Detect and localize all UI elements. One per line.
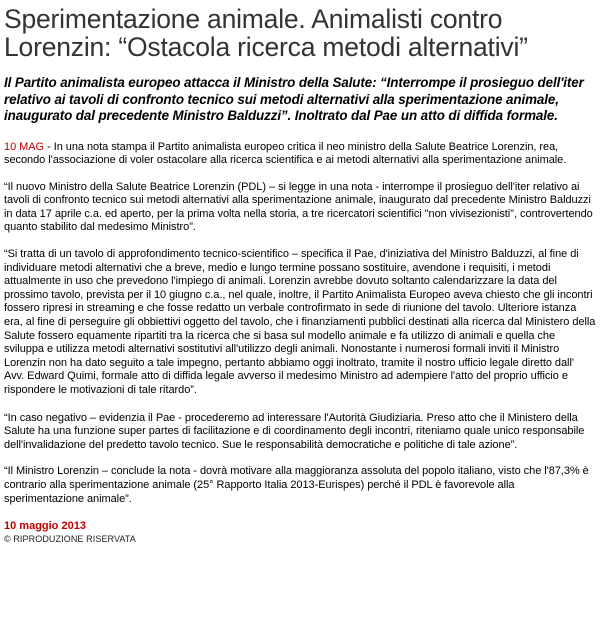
copyright-notice: © RIPRODUZIONE RISERVATA xyxy=(4,534,136,545)
dateline: 10 MAG xyxy=(4,140,45,153)
footer-date: 10 maggio 2013 xyxy=(4,520,86,533)
article-paragraph: “Si tratta di un tavolo di approfondimento tecnico-scientifico – specifica il Pae, d'iniziativa del Ministro Balduzzi, al fine di individuare metodi alternativi che a breve, medio e lungo termine possano sostituire, avendone i requisiti, i metodi attualmente in uso che prevedono l'impiego di animali. Lorenzin avrebbe dovuto soltanto calendarizzare la data del prossimo tavolo, prevista per il 10 giugno c.a., nel quale, inoltre, il Partito Animalista Europeo aveva chiesto che gli incontri fossero ripresi in streaming e che fosse redatto un verbale controfirmato in sede di riunione del tavolo. Ulteriore istanza era, al fine di perseguire gli obbiettivi oggetto del tavolo, che i finanziamenti pubblici destinati alla ricerca dal Ministero della Salute fossero equamente ripartiti tra la ricerca che si basa sul modello animale e fa utilizzo di animali e quella che sviluppa e utilizza metodi alternativi sostitutivi all'utilizzo degli animali. Nonostante i numerosi formali inviti il Ministro Lorenzin non ha dato seguito a tale impegno, pertanto abbiamo oggi inoltrato, tramite il nostro ufficio legale diretto dall' Avv. Edward Quimi, formale atto di diffida legale avverso il medesimo Ministro ad adempiere l'atto del proprio ufficio e rispondere le motivazioni di tale ritardo”. xyxy=(4,248,596,396)
article-headline: Sperimentazione animale. Animalisti contro Lorenzin: “Ostacola ricerca metodi alternativi” xyxy=(4,4,528,62)
article-paragraph xyxy=(4,141,596,168)
article-lead: Il Partito animalista europeo attacca il Ministro della Salute: “Interrompe il prosieguo dell'iter relativo ai tavoli di confronto tecnico sui metodi alternativi alla sperimentazione animale, inaugurato dal precedente Ministro Balduzzi”. Inoltrato dal Pae un atto di diffida formale. xyxy=(4,75,584,123)
article-paragraph: “In caso negativo – evidenzia il Pae - procederemo ad interessare l'Autorità Giudiziaria. Preso atto che il Ministero della Salute ha una funzione super partes di facilitazione e di coordinamento degli incontri, riteniamo quale unico responsabile dell'invalidazione del predetto tavolo tecnico. Sue le responsabilità democratiche e politiche di tale azione”. xyxy=(4,411,585,451)
article-paragraph: “Il Ministro Lorenzin – conclude la nota - dovrà motivare alla maggioranza assoluta del popolo italiano, visto che l'87,3% è contrario alla sperimentazione animale (25° Rapporto Italia 2013-Eurispes) perché il PDL è favorevole alla sperimentazione animale”. xyxy=(4,465,589,505)
article xyxy=(0,5,600,545)
article-paragraph: “Il nuovo Ministro della Salute Beatrice Lorenzin (PDL) – si legge in una nota - interrompe il prosieguo dell'iter relativo ai tavoli di confronto tecnico sui metodi alternativi alla sperimentazione animale, inaugurato dal precedente Ministro Balduzzi in data 17 aprile c.a. ed aperto, per la prima volta nella storia, a tre ricercatori scientifici "non vivisezionisti", controvertendo quanto stabilito dal medesimo Ministro”. xyxy=(4,180,593,234)
paragraph-text: - In una nota stampa il Partito animalista europeo critica il neo ministro della Salute Beatrice Lorenzin, rea, secondo l'associazione di voler ostacolare alla ricerca scientifica e ai metodi alternativi alla sperimentazione animale. xyxy=(4,140,567,167)
